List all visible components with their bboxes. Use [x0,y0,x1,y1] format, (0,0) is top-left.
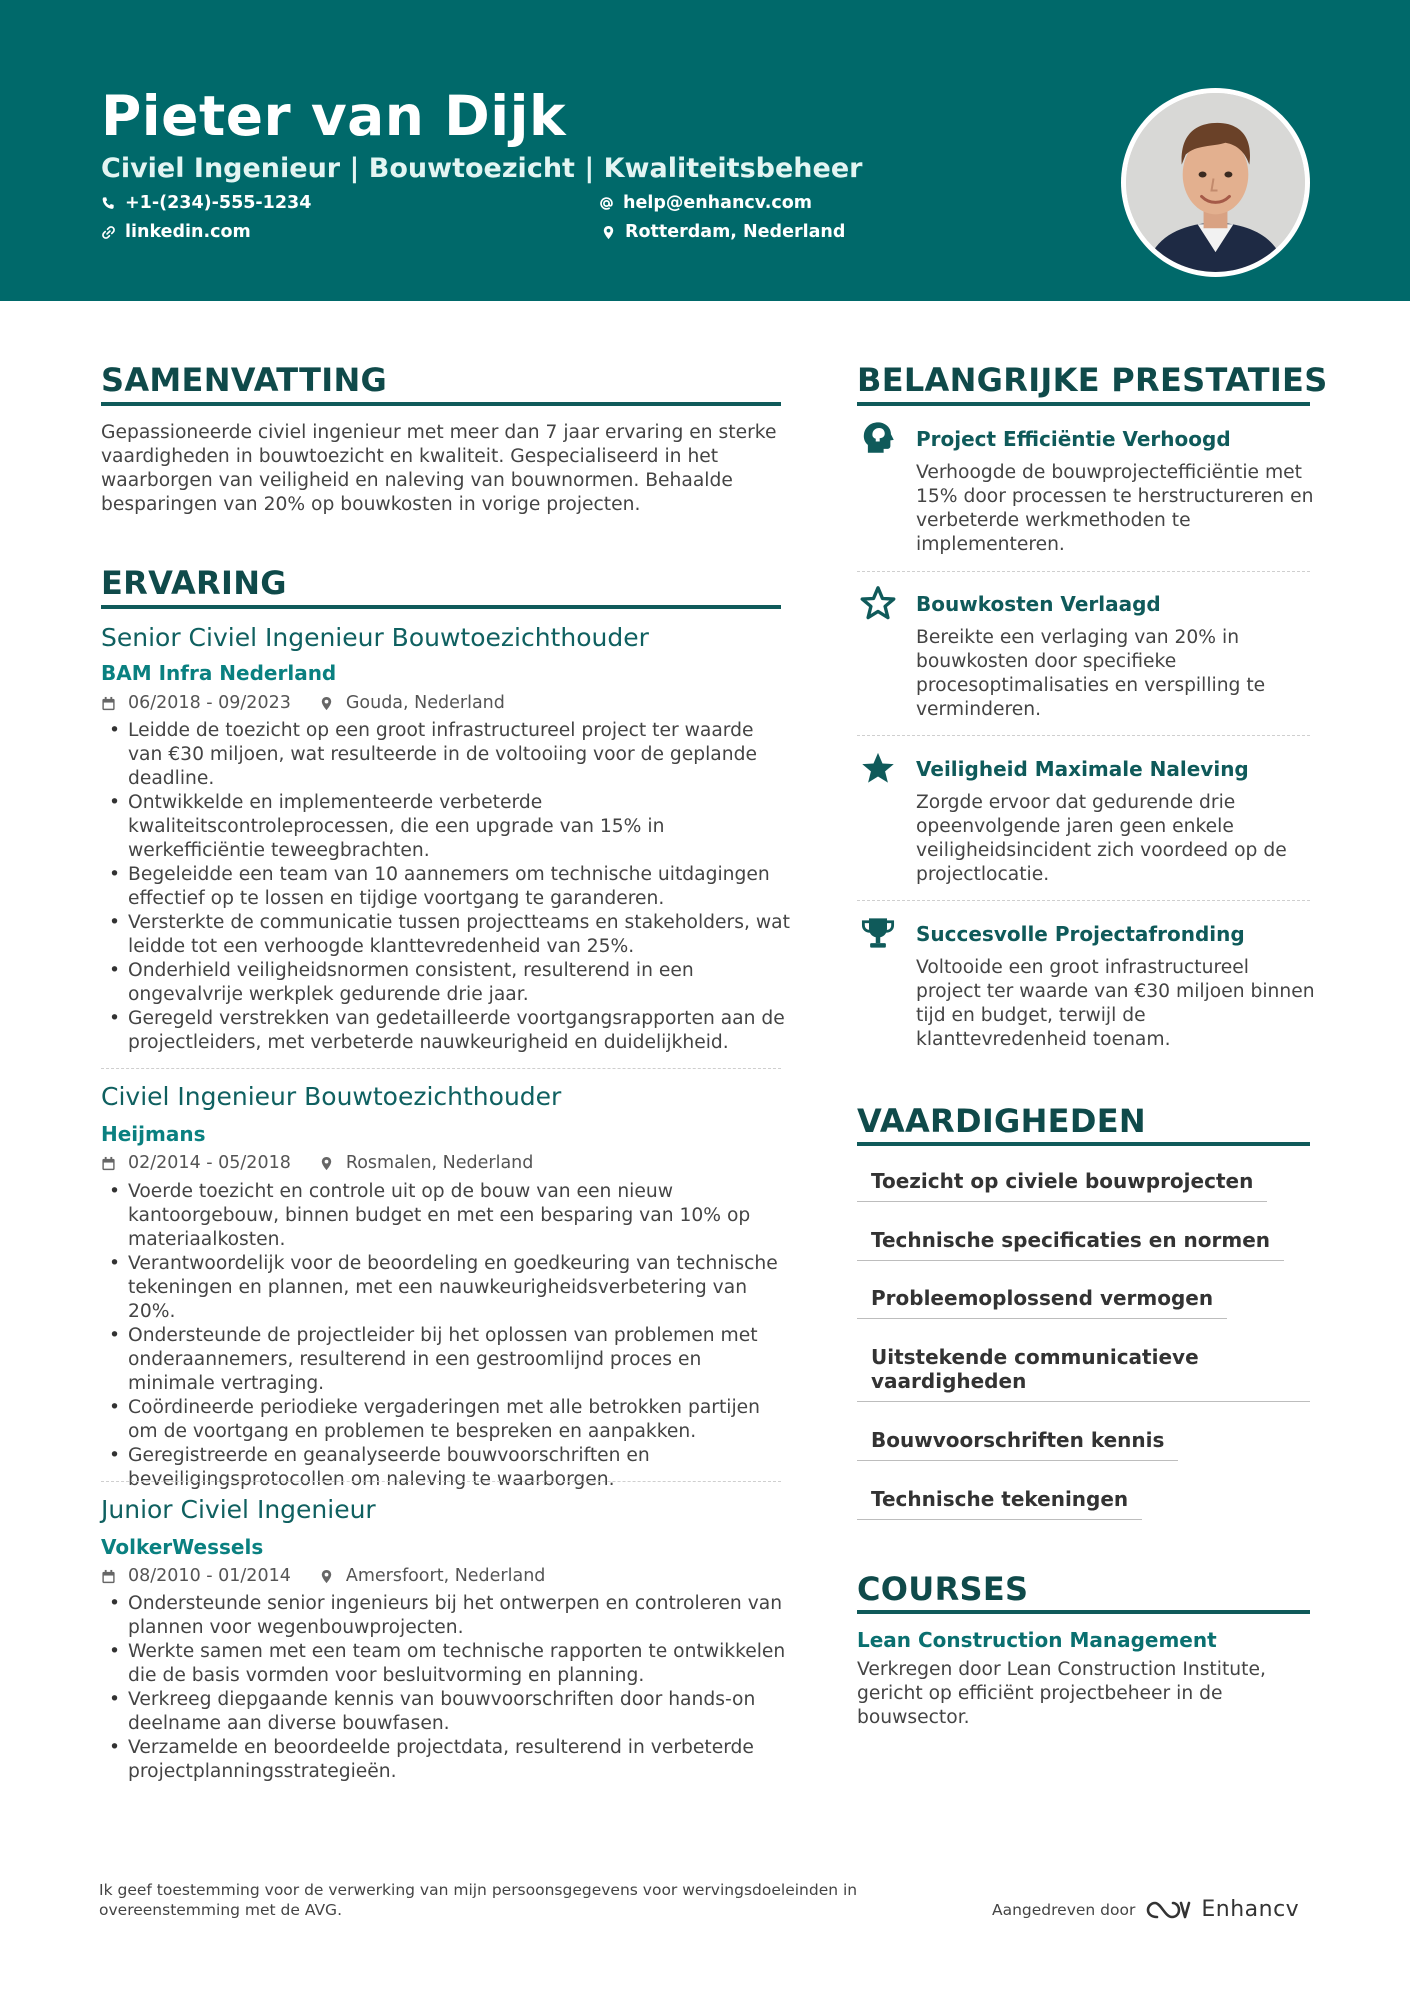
skill-tag: Technische tekeningen [857,1487,1142,1520]
location-pin-icon [319,1569,334,1584]
divider [101,1068,781,1069]
phone-icon [101,196,116,211]
list-item: • Voerde toezicht en controle uit op de bouw van een nieuw kantoorgebouw, binnen budget en met een besparing van 10% op materiaalkosten. [101,1180,791,1252]
enhancv-logo-icon [1145,1898,1191,1922]
job-meta [101,693,505,713]
company-name: VolkerWessels [101,1535,264,1559]
profile-photo [1121,88,1310,277]
skill-tag: Bouwvoorschriften kennis [857,1428,1178,1461]
achievements-heading: BELANGRIJKE PRESTATIES [857,361,1328,399]
achievements-rule [857,402,1310,406]
powered-by[interactable] [992,1897,1299,1922]
course-title: Lean Construction Management [857,1628,1217,1652]
list-item: • Geregeld verstrekken van gedetailleerde voortgangsrapporten aan de projectleiders, met verbeterde nauwkeurigheid en duidelijkheid. [101,1007,791,1055]
location-text: Rotterdam, Nederland [625,222,846,242]
list-item: • Ondersteunde senior ingenieurs bij het ontwerpen en controleren van plannen voor wegenbouwprojecten. [101,1592,791,1640]
calendar-icon [101,1156,116,1171]
calendar-icon [101,1569,116,1584]
experience-heading: ERVARING [101,564,287,602]
divider [857,735,1310,736]
candidate-headline: Civiel Ingenieur | Bouwtoezicht | Kwaliteitsbeheer [101,153,863,184]
contact-location [601,222,845,242]
job-meta [101,1153,533,1173]
achievement-text: Verhoogde de bouwprojectefficiëntie met 15% door processen te herstructureren en verbeterde werkmethoden te implementeren. [916,462,1314,555]
skill-tag: Technische specificaties en normen [857,1228,1284,1261]
list-item: • Begeleidde een team van 10 aannemers om technische uitdagingen effectief op te lossen en tijdige voortgang te garanderen. [101,863,791,911]
skill-tag: Probleemoplossend vermogen [857,1286,1227,1319]
linkedin-text[interactable]: linkedin.com [125,222,251,242]
courses-heading: COURSES [857,1570,1029,1608]
job-title: Junior Civiel Ingenieur [101,1495,376,1524]
skill-tag: Toezicht op civiele bouwprojecten [857,1169,1267,1202]
consent-note: Ik geef toestemming voor de verwerking van mijn persoonsgegevens voor wervingsdoeleinden in overeenstemming met de AVG. [99,1881,858,1919]
list-item: • Ontwikkelde en implementeerde verbeterde kwaliteitscontroleprocessen, die een upgrade van 15% in werkefficiëntie teweegbrachten. [101,791,791,863]
powered-by-label: Aangedreven door [992,1900,1136,1919]
summary-heading: SAMENVATTING [101,361,388,399]
job-dates: 06/2018 - 09/2023 [128,693,291,713]
contact-phone [101,193,311,213]
list-item: • Werkte samen met een team om technische rapporten te ontwikkelen die de basis vormden voor besluitvorming en planning. [101,1640,791,1688]
list-item: • Versterkte de communicatie tussen projectteams en stakeholders, wat leidde tot een verhoogde klanttevredenheid van 25%. [101,911,791,959]
achievement-text: Voltooide een groot infrastructureel project ter waarde van €30 miljoen binnen tijd en budget, terwijl de klanttevredenheid toenam. [916,957,1315,1050]
candidate-name: Pieter van Dijk [101,84,567,148]
courses-rule [857,1610,1310,1614]
job-title: Senior Civiel Ingenieur Bouwtoezichthouder [101,623,649,652]
list-item: • Verkreeg diepgaande kennis van bouwvoorschriften door hands-on deelname aan diverse bouwfasen. [101,1688,791,1736]
location-pin-icon [319,1156,334,1171]
job-location: Rosmalen, Nederland [345,1153,534,1173]
head-brain-icon [860,419,896,455]
company-name: Heijmans [101,1122,206,1146]
star-filled-icon [860,750,896,786]
job-location: Amersfoort, Nederland [345,1566,546,1586]
achievement-title: Project Efficiëntie Verhoogd [916,427,1231,451]
list-item: • Verantwoordelijk voor de beoordeling en goedkeuring van technische tekeningen en plannen, met een nauwkeurigheidsverbetering van 20%. [101,1252,791,1324]
job-dates: 08/2010 - 01/2014 [128,1566,291,1586]
calendar-icon [101,696,116,711]
location-pin-icon [319,696,334,711]
summary-rule [101,402,781,406]
list-item: • Ondersteunde de projectleider bij het oplossen van problemen met onderaannemers, resulterend in een gestroomlijnd proces en minimale vertraging. [101,1324,791,1396]
brand-name: Enhancv [1201,1897,1300,1922]
job-bullets [101,719,791,1055]
job-title: Civiel Ingenieur Bouwtoezichthouder [101,1082,562,1111]
list-item: • Leidde de toezicht op een groot infrastructureel project ter waarde van €30 miljoen, wat resulteerde in de voltooiing voor de geplande deadline. [101,719,791,791]
experience-rule [101,605,781,609]
achievement-text: Bereikte een verlaging van 20% in bouwkosten door specifieke procesoptimalisaties en verspilling te verminderen. [916,627,1266,720]
contact-email[interactable] [599,193,812,213]
achievement-title: Succesvolle Projectafronding [916,922,1245,946]
avatar-illustration [1126,93,1305,272]
divider [101,1481,781,1482]
job-bullets [101,1592,791,1784]
achievement-text: Zorgde ervoor dat gedurende drie opeenvolgende jaren geen enkele veiligheidsincident zich voordeed op de projectlocatie. [916,792,1287,885]
location-pin-icon [601,225,616,240]
link-icon [101,225,116,240]
job-location: Gouda, Nederland [345,693,505,713]
job-bullets [101,1180,791,1492]
skill-tag: Uitstekende communicatieve vaardigheden [857,1345,1310,1402]
divider [857,900,1310,901]
course-text: Verkregen door Lean Construction Institute, gericht op efficiënt projectbeheer in de bouwsector. [857,1659,1266,1728]
list-item: • Onderhield veiligheidsnormen consistent, resulterend in een ongevalvrije werkplek gedurende drie jaar. [101,959,791,1007]
company-name: BAM Infra Nederland [101,661,337,685]
email-text[interactable]: help@enhancv.com [623,193,813,213]
divider [857,571,1310,572]
contact-linkedin[interactable] [101,222,251,242]
trophy-icon [860,915,896,951]
star-outline-icon [860,585,896,621]
job-meta [101,1566,545,1586]
list-item: • Coördineerde periodieke vergaderingen met alle betrokken partijen om de voortgang en problemen te bespreken en aanpakken. [101,1396,791,1444]
job-dates: 02/2014 - 05/2018 [128,1153,291,1173]
achievement-title: Veiligheid Maximale Naleving [916,757,1249,781]
skills-rule [857,1142,1310,1146]
phone-text: +1-(234)-555-1234 [125,193,312,213]
summary-text: Gepassioneerde civiel ingenieur met meer dan 7 jaar ervaring en sterke vaardigheden in bouwtoezicht en kwaliteit. Gespecialiseerd in het waarborgen van veiligheid en naleving van bouwnormen. Behaalde besparingen van 20% op bouwkosten in vorige projecten. [101,422,777,515]
list-item: • Geregistreerde en geanalyseerde bouwvoorschriften en beveiligingsprotocollen om naleving te waarborgen. [101,1444,791,1492]
at-icon [599,196,614,211]
resume-header [0,0,1410,301]
list-item: • Verzamelde en beoordeelde projectdata, resulterend in verbeterde projectplanningsstrategieën. [101,1736,791,1784]
achievement-title: Bouwkosten Verlaagd [916,592,1161,616]
skills-heading: VAARDIGHEDEN [857,1102,1146,1140]
